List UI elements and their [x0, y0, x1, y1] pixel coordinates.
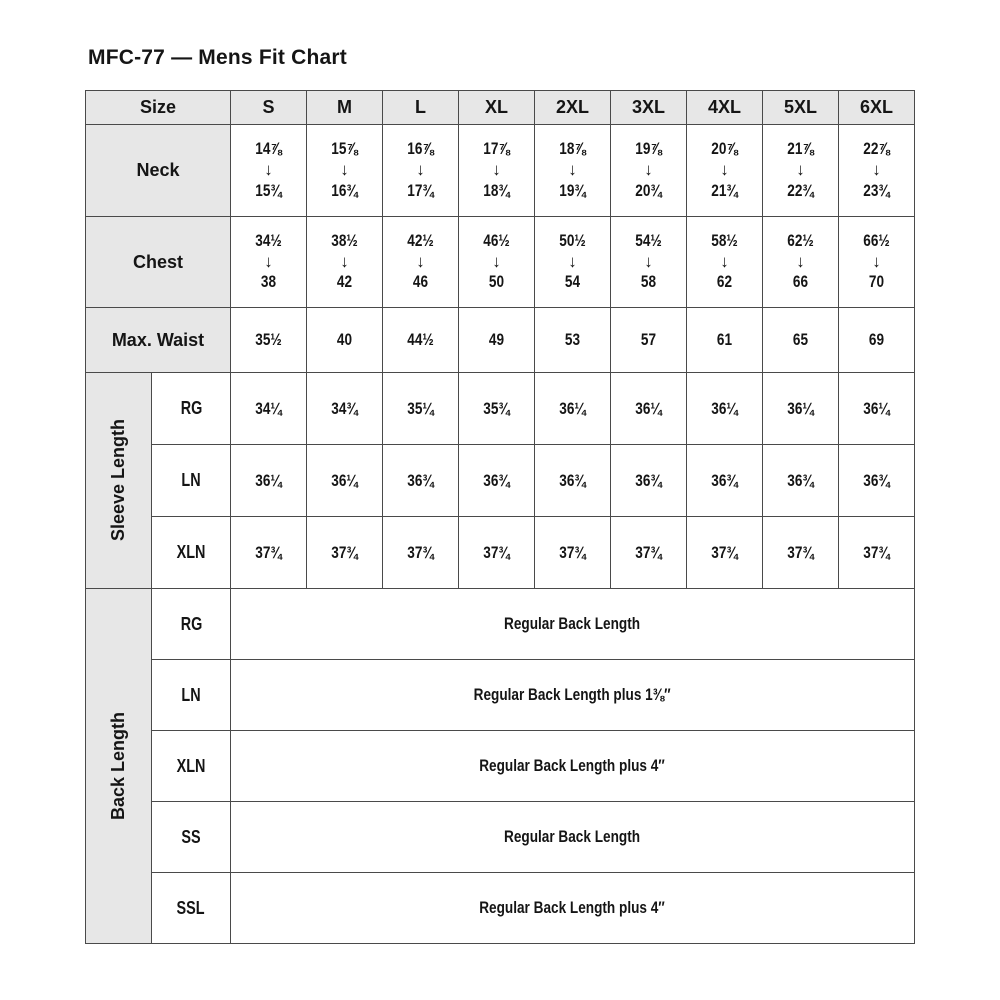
- range-from-value: 17⅞: [483, 139, 510, 159]
- range-from: [535, 138, 610, 161]
- range-from-value: 42½: [407, 230, 434, 250]
- sub-label-sleeve-ln: [152, 445, 231, 517]
- cell-sleeve-xln-3xl: [611, 517, 687, 589]
- cell-chest-2xl: [535, 217, 611, 308]
- cell-sleeve-ln-l: [383, 445, 459, 517]
- range-from: [611, 230, 686, 253]
- cell-value: 37¾: [787, 542, 814, 562]
- range-from: [231, 230, 306, 253]
- range-arrow: [307, 253, 382, 272]
- cell-value: 36¼: [863, 398, 890, 418]
- range-to: [459, 271, 534, 294]
- cell-max-waist-m: [307, 308, 383, 373]
- cell-back-ln: [231, 660, 915, 731]
- cell-back-ssl: [231, 873, 915, 944]
- range-to: [383, 271, 458, 294]
- range-from-value: 19⅞: [635, 139, 662, 159]
- section-label-sleeve-length-text: Sleeve Length: [108, 419, 128, 542]
- cell-value: 36¾: [407, 470, 434, 490]
- cell-value: 36¼: [711, 398, 738, 418]
- section-label-back-length: [86, 589, 152, 944]
- arrow-down-icon: ↓: [720, 251, 729, 271]
- range-arrow: [231, 253, 306, 272]
- cell-sleeve-ln-3xl: [611, 445, 687, 517]
- sub-label-text: XLN: [176, 755, 206, 776]
- range-to: [535, 180, 610, 203]
- cell-max-waist-l: [383, 308, 459, 373]
- range-to-value: 46: [412, 272, 429, 292]
- range-from-value: 66½: [863, 230, 890, 250]
- cell-back-xln: [231, 731, 915, 802]
- range-from: [763, 138, 838, 161]
- range-from-value: 50½: [559, 230, 586, 250]
- arrow-down-icon: ↓: [796, 251, 805, 271]
- cell-value: 37¾: [559, 542, 586, 562]
- range-from: [535, 230, 610, 253]
- row-sleeve-rg: [86, 373, 915, 445]
- arrow-down-icon: ↓: [720, 160, 729, 180]
- cell-max-waist-6xl: [839, 308, 915, 373]
- arrow-down-icon: ↓: [568, 160, 577, 180]
- range-from-value: 15⅞: [331, 139, 358, 159]
- range-arrow: [459, 253, 534, 272]
- range-to: [307, 180, 382, 203]
- arrow-down-icon: ↓: [492, 251, 501, 271]
- arrow-down-icon: ↓: [264, 160, 273, 180]
- cell-value: 35¾: [483, 398, 510, 418]
- cell-value: 37¾: [863, 542, 890, 562]
- sub-label-back-ln: [152, 660, 231, 731]
- page-title: MFC-77 — Mens Fit Chart: [88, 46, 347, 69]
- cell-sleeve-xln-6xl: [839, 517, 915, 589]
- cell-sleeve-rg-s: [231, 373, 307, 445]
- range-to: [687, 271, 762, 294]
- sub-label-sleeve-rg: [152, 373, 231, 445]
- range-to: [687, 180, 762, 203]
- range-from: [383, 138, 458, 161]
- cell-value: 36¾: [483, 470, 510, 490]
- arrow-down-icon: ↓: [340, 251, 349, 271]
- range-arrow: [459, 161, 534, 180]
- section-label-back-length-text: Back Length: [108, 711, 128, 821]
- arrow-down-icon: ↓: [416, 160, 425, 180]
- arrow-down-icon: ↓: [568, 251, 577, 271]
- cell-sleeve-rg-5xl: [763, 373, 839, 445]
- arrow-down-icon: ↓: [492, 160, 501, 180]
- cell-sleeve-ln-4xl: [687, 445, 763, 517]
- col-header-s: S: [231, 91, 307, 125]
- range-from: [459, 230, 534, 253]
- sub-label-text: LN: [181, 684, 201, 705]
- cell-neck-m: [307, 125, 383, 217]
- range-arrow: [687, 253, 762, 272]
- cell-max-waist-3xl: [611, 308, 687, 373]
- cell-sleeve-ln-s: [231, 445, 307, 517]
- cell-value: 36¾: [635, 470, 662, 490]
- row-label-max-waist: Max. Waist: [86, 308, 231, 373]
- range-from-value: 34½: [255, 230, 282, 250]
- col-header-m: M: [307, 91, 383, 125]
- cell-value: 44½: [407, 330, 434, 349]
- sub-label-text: LN: [181, 470, 201, 490]
- col-header-l: L: [383, 91, 459, 125]
- col-header-5xl: 5XL: [763, 91, 839, 125]
- row-label-neck: Neck: [86, 125, 231, 217]
- back-length-description: Regular Back Length plus 4″: [479, 898, 666, 917]
- cell-value: 37¾: [711, 542, 738, 562]
- range-from-value: 46½: [483, 230, 510, 250]
- cell-sleeve-ln-6xl: [839, 445, 915, 517]
- sub-label-back-ss: [152, 802, 231, 873]
- range-from: [383, 230, 458, 253]
- range-arrow: [535, 161, 610, 180]
- range-to-value: 17¾: [407, 180, 434, 200]
- col-header-xl: XL: [459, 91, 535, 125]
- range-to-value: 54: [564, 272, 581, 292]
- cell-value: 69: [868, 330, 885, 349]
- arrow-down-icon: ↓: [416, 251, 425, 271]
- cell-chest-3xl: [611, 217, 687, 308]
- back-length-description: Regular Back Length plus 1⅜″: [474, 685, 671, 704]
- cell-value: 37¾: [483, 542, 510, 562]
- range-to-value: 18¾: [483, 180, 510, 200]
- cell-sleeve-rg-2xl: [535, 373, 611, 445]
- arrow-down-icon: ↓: [264, 251, 273, 271]
- cell-value: 61: [716, 330, 733, 349]
- range-arrow: [535, 253, 610, 272]
- range-to-value: 20¾: [635, 180, 662, 200]
- cell-sleeve-rg-xl: [459, 373, 535, 445]
- range-from: [839, 138, 914, 161]
- cell-chest-5xl: [763, 217, 839, 308]
- cell-neck-s: [231, 125, 307, 217]
- range-to: [611, 271, 686, 294]
- range-to-value: 66: [792, 272, 809, 292]
- cell-value: 53: [564, 330, 581, 349]
- cell-value: 34¼: [255, 398, 282, 418]
- range-from: [459, 138, 534, 161]
- row-back-xln: [86, 731, 915, 802]
- col-header-3xl: 3XL: [611, 91, 687, 125]
- range-to: [839, 271, 914, 294]
- range-arrow: [307, 161, 382, 180]
- table-body: [86, 91, 915, 944]
- range-to-value: 42: [336, 272, 353, 292]
- cell-sleeve-ln-2xl: [535, 445, 611, 517]
- cell-neck-4xl: [687, 125, 763, 217]
- cell-max-waist-4xl: [687, 308, 763, 373]
- cell-value: 36¼: [635, 398, 662, 418]
- range-from: [611, 138, 686, 161]
- back-length-description: Regular Back Length plus 4″: [479, 756, 666, 775]
- range-from-value: 14⅞: [255, 139, 282, 159]
- cell-sleeve-rg-m: [307, 373, 383, 445]
- range-arrow: [231, 161, 306, 180]
- cell-value: 49: [488, 330, 505, 349]
- cell-value: 35¼: [407, 398, 434, 418]
- cell-value: 37¾: [255, 542, 282, 562]
- cell-value: 34¾: [331, 398, 358, 418]
- range-to-value: 38: [260, 272, 277, 292]
- cell-sleeve-rg-6xl: [839, 373, 915, 445]
- cell-sleeve-ln-xl: [459, 445, 535, 517]
- cell-sleeve-ln-5xl: [763, 445, 839, 517]
- cell-max-waist-s: [231, 308, 307, 373]
- range-to: [763, 271, 838, 294]
- cell-value: 36¾: [863, 470, 890, 490]
- col-header-6xl: 6XL: [839, 91, 915, 125]
- range-from: [687, 138, 762, 161]
- row-sleeve-ln: [86, 445, 915, 517]
- arrow-down-icon: ↓: [796, 160, 805, 180]
- row-back-ss: [86, 802, 915, 873]
- row-back-ln: [86, 660, 915, 731]
- arrow-down-icon: ↓: [644, 160, 653, 180]
- col-header-4xl: 4XL: [687, 91, 763, 125]
- range-to-value: 50: [488, 272, 505, 292]
- cell-max-waist-5xl: [763, 308, 839, 373]
- sub-label-back-ssl: [152, 873, 231, 944]
- cell-value: 35½: [255, 330, 282, 349]
- cell-sleeve-rg-3xl: [611, 373, 687, 445]
- range-from-value: 18⅞: [559, 139, 586, 159]
- sub-label-text: XLN: [176, 542, 206, 562]
- row-back-rg: [86, 589, 915, 660]
- range-from-value: 58½: [711, 230, 738, 250]
- sub-label-text: SS: [181, 826, 201, 847]
- range-from-value: 16⅞: [407, 139, 434, 159]
- range-from: [307, 138, 382, 161]
- cell-value: 36¼: [787, 398, 814, 418]
- cell-max-waist-xl: [459, 308, 535, 373]
- range-to-value: 21¾: [711, 180, 738, 200]
- cell-value: 36¾: [787, 470, 814, 490]
- range-to-value: 22¾: [787, 180, 814, 200]
- cell-back-rg: [231, 589, 915, 660]
- cell-value: 36¼: [255, 470, 282, 490]
- range-to-value: 62: [716, 272, 733, 292]
- range-to: [535, 271, 610, 294]
- range-from-value: 20⅞: [711, 139, 738, 159]
- cell-chest-s: [231, 217, 307, 308]
- section-label-sleeve-length: [86, 373, 152, 589]
- table-header-row: [86, 91, 915, 125]
- cell-chest-m: [307, 217, 383, 308]
- range-to: [459, 180, 534, 203]
- cell-neck-l: [383, 125, 459, 217]
- cell-value: 57: [640, 330, 657, 349]
- sub-label-text: RG: [180, 398, 202, 418]
- range-from: [687, 230, 762, 253]
- range-arrow: [383, 161, 458, 180]
- cell-back-ss: [231, 802, 915, 873]
- cell-chest-4xl: [687, 217, 763, 308]
- cell-sleeve-xln-m: [307, 517, 383, 589]
- cell-chest-xl: [459, 217, 535, 308]
- range-from: [839, 230, 914, 253]
- cell-value: 36¼: [331, 470, 358, 490]
- cell-value: 36¼: [559, 398, 586, 418]
- range-arrow: [687, 161, 762, 180]
- size-header: Size: [86, 91, 231, 125]
- cell-sleeve-rg-4xl: [687, 373, 763, 445]
- range-to: [763, 180, 838, 203]
- range-to: [307, 271, 382, 294]
- fit-chart-table: [85, 90, 915, 944]
- arrow-down-icon: ↓: [340, 160, 349, 180]
- cell-value: 40: [336, 330, 353, 349]
- row-neck: [86, 125, 915, 217]
- cell-value: 37¾: [407, 542, 434, 562]
- sub-label-back-rg: [152, 589, 231, 660]
- cell-sleeve-xln-s: [231, 517, 307, 589]
- range-arrow: [839, 161, 914, 180]
- range-to-value: 15¾: [255, 180, 282, 200]
- row-label-chest: Chest: [86, 217, 231, 308]
- range-from: [763, 230, 838, 253]
- cell-value: 36¾: [559, 470, 586, 490]
- range-to: [611, 180, 686, 203]
- range-arrow: [611, 253, 686, 272]
- range-to: [231, 271, 306, 294]
- cell-neck-5xl: [763, 125, 839, 217]
- cell-sleeve-xln-4xl: [687, 517, 763, 589]
- range-to: [231, 180, 306, 203]
- range-arrow: [763, 253, 838, 272]
- row-back-ssl: [86, 873, 915, 944]
- range-to-value: 19¾: [559, 180, 586, 200]
- sub-label-sleeve-xln: [152, 517, 231, 589]
- range-from-value: 21⅞: [787, 139, 814, 159]
- range-from-value: 62½: [787, 230, 814, 250]
- cell-sleeve-xln-l: [383, 517, 459, 589]
- cell-sleeve-xln-xl: [459, 517, 535, 589]
- sub-label-text: SSL: [176, 897, 205, 918]
- arrow-down-icon: ↓: [644, 251, 653, 271]
- range-from-value: 22⅞: [863, 139, 890, 159]
- cell-neck-3xl: [611, 125, 687, 217]
- cell-value: 37¾: [331, 542, 358, 562]
- arrow-down-icon: ↓: [872, 160, 881, 180]
- sub-label-back-xln: [152, 731, 231, 802]
- range-arrow: [383, 253, 458, 272]
- cell-chest-l: [383, 217, 459, 308]
- cell-value: 36¾: [711, 470, 738, 490]
- cell-neck-xl: [459, 125, 535, 217]
- cell-sleeve-xln-2xl: [535, 517, 611, 589]
- cell-sleeve-rg-l: [383, 373, 459, 445]
- range-arrow: [763, 161, 838, 180]
- col-header-2xl: 2XL: [535, 91, 611, 125]
- range-from: [231, 138, 306, 161]
- range-arrow: [839, 253, 914, 272]
- range-to: [383, 180, 458, 203]
- range-to-value: 70: [868, 272, 885, 292]
- row-sleeve-xln: [86, 517, 915, 589]
- cell-sleeve-ln-m: [307, 445, 383, 517]
- cell-neck-6xl: [839, 125, 915, 217]
- range-arrow: [611, 161, 686, 180]
- cell-value: 65: [792, 330, 809, 349]
- range-from: [307, 230, 382, 253]
- range-to-value: 58: [640, 272, 657, 292]
- arrow-down-icon: ↓: [872, 251, 881, 271]
- range-to-value: 23¾: [863, 180, 890, 200]
- cell-value: 37¾: [635, 542, 662, 562]
- row-chest: [86, 217, 915, 308]
- back-length-description: Regular Back Length: [504, 614, 641, 633]
- cell-max-waist-2xl: [535, 308, 611, 373]
- range-from-value: 54½: [635, 230, 662, 250]
- range-to: [839, 180, 914, 203]
- cell-neck-2xl: [535, 125, 611, 217]
- sub-label-text: RG: [180, 613, 202, 634]
- back-length-description: Regular Back Length: [504, 827, 641, 846]
- row-max-waist: [86, 308, 915, 373]
- cell-chest-6xl: [839, 217, 915, 308]
- range-to-value: 16¾: [331, 180, 358, 200]
- cell-sleeve-xln-5xl: [763, 517, 839, 589]
- range-from-value: 38½: [331, 230, 358, 250]
